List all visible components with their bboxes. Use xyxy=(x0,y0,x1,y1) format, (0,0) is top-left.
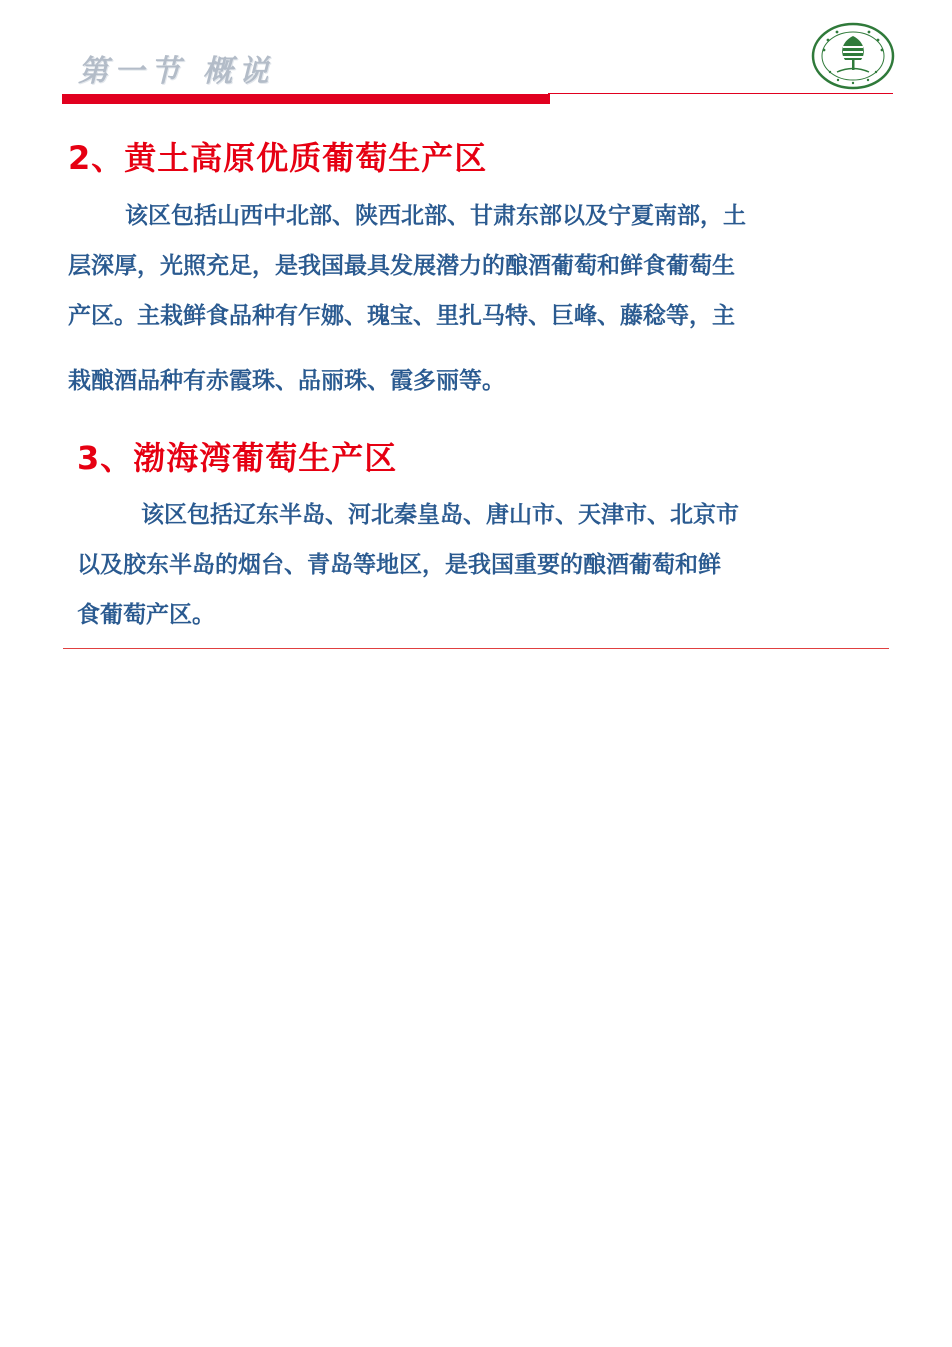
paragraph-line: 栽酿酒品种有赤霞珠、品丽珠、霞多丽等。 xyxy=(68,368,505,394)
header-thin-rule xyxy=(548,93,893,94)
paragraph-line: 层深厚，光照充足，是我国最具发展潜力的酿酒葡萄和鲜食葡萄生 xyxy=(68,253,735,279)
paragraph-line: 以及胶东半岛的烟台、青岛等地区，是我国重要的酿酒葡萄和鲜 xyxy=(77,552,721,578)
header-red-bar xyxy=(62,94,550,104)
section-heading: 2、黄土高原优质葡萄生产区 xyxy=(68,139,488,177)
paragraph-line: 食葡萄产区。 xyxy=(77,602,215,628)
paragraph-line: 产区。主栽鲜食品种有乍娜、瑰宝、里扎马特、巨峰、藤稔等，主 xyxy=(68,303,735,329)
university-logo xyxy=(808,20,898,90)
bottom-divider xyxy=(63,648,889,649)
paragraph-line: 该区包括辽东半岛、河北秦皇岛、唐山市、天津市、北京市 xyxy=(141,502,739,528)
paragraph-line: 该区包括山西中北部、陕西北部、甘肃东部以及宁夏南部，土 xyxy=(125,203,746,229)
chapter-title: 第一节 概说 xyxy=(78,54,275,89)
section-heading: 3、渤海湾葡萄生产区 xyxy=(77,439,398,477)
